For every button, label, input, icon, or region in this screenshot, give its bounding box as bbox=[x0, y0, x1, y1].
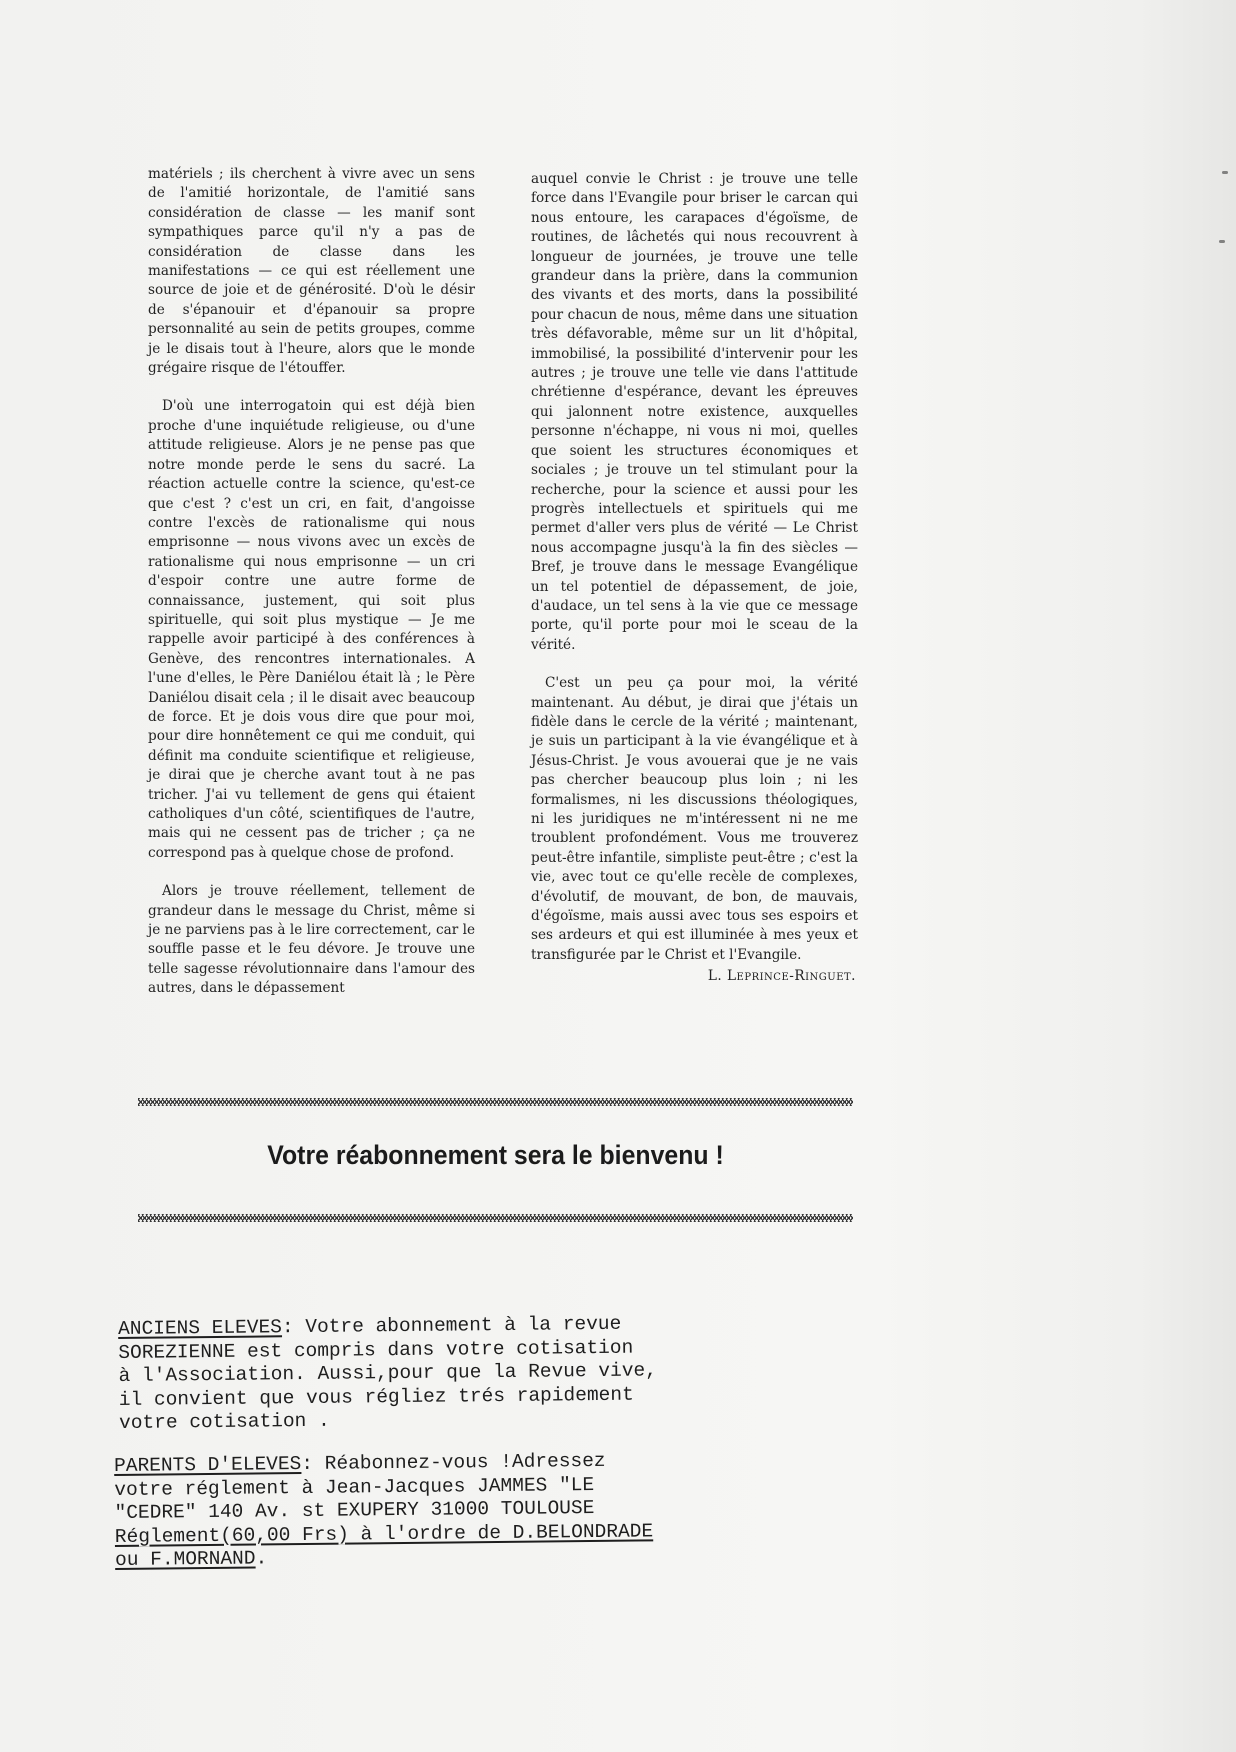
notice-line: votre réglement à Jean-Jacques JAMMES "LE bbox=[114, 1473, 595, 1501]
notice-anciens-eleves bbox=[118, 1312, 657, 1435]
article-right-column bbox=[531, 170, 858, 987]
notice-line: "CEDRE" 140 Av. st EXUPERY 31000 TOULOUSE bbox=[114, 1496, 595, 1524]
scan-speck bbox=[1219, 240, 1225, 243]
notice-line: SOREZIENNE est compris dans votre cotisation bbox=[118, 1336, 634, 1364]
article-left-column bbox=[148, 165, 475, 999]
author-signature: L. Leprince-Ringuet. bbox=[707, 968, 856, 985]
notice-line: : Votre abonnement à la revue bbox=[281, 1312, 622, 1339]
wavy-divider bbox=[138, 1098, 853, 1106]
notice-label: ANCIENS ELEVES bbox=[118, 1316, 283, 1340]
notice-line: votre cotisation . bbox=[118, 1409, 330, 1434]
paragraph: D'où une interrogatoin qui est déjà bien proche d'une inquiétude religieuse, ou d'une attitude religieuse. Alors je ne pense pas que notre monde perde le sens du sacré. La réaction actuelle contre la science, qu'est-ce que c'est ? c'est un cri, en fait, d'angoisse contre l'excès de rationalisme qui nous emprisonne — nous vivons avec un excès de rationalisme qui nous emprisonne — un cri d'espoir contre une autre forme de connaissance, justement, qui soit plus spirituelle, qui soit plus mystique — Je me rappelle avoir participé à des conférences à Genève, des rencontres internationales. A l'une d'elles, le Père Daniélou était là ; le Père Daniélou disait cela ; il le disait avec beaucoup de force. Et je dois vous dire que pour moi, pour dire honnêtement ce qui me conduit, qui définit ma conduite scientifique et religieuse, je dirai que je cherche avant tout à ne pas tricher. J'ai vu tellement de gens qui étaient catholiques d'un côté, scientifiques de l'autre, mais qui ne cessent pas de tricher ; ça ne correspond pas à quelque chose de profond. bbox=[148, 398, 475, 861]
paragraph: auquel convie le Christ : je trouve une telle force dans l'Evangile pour briser le carcan qui nous entoure, les carapaces d'égoïsme, de routines, de lâchetés qui nous recouvrent à longueur de journées, je trouve une telle grandeur dans la prière, dans la communion des vivants et des morts, dans la possibilité pour chacun de nous, même dans une situation très défavorable, même sur un lit d'hôpital, immobilisé, la possibilité d'intervenir pour les autres ; je trouve une telle vie dans l'attitude chrétienne d'espérance, devant les épreuves qui jalonnent notre existence, auxquelles personne n'échappe, ni vous ni moi, quelles que soient les structures économiques et sociales ; je trouve un tel stimulant pour la recherche, pour la science et aussi pour les progrès intellectuels et spirituels qui me permet d'aller vers plus de vérité — Le Christ nous accompagne jusqu'à la fin des siècles — Bref, je trouve dans le message Evangélique un tel potentiel de dépassement, de joie, d'audace, un tel sens à la vie que ce message porte, qu'il porte pour moi le sceau de la vérité. bbox=[531, 171, 858, 653]
notice-line-end: . bbox=[255, 1547, 268, 1570]
resubscription-banner: Votre réabonnement sera le bienvenu ! bbox=[267, 1140, 724, 1170]
paragraph: C'est un peu ça pour moi, la vérité maintenant. Au début, je dirai que j'étais un fidèle dans le cercle de la vérité ; maintenant, je suis un participant à la vie évangélique et à Jésus-Christ. Je vous avouerai que je ne vais pas chercher beaucoup plus loin ; ni les formalismes, ni les discussions théologiques, ni les juridiques ne m'intéressent ni ne me troublent profondément. Vous me trouverez peut-être infantile, simpliste peut-être ; c'est la vie, avec tout ce qu'elle recèle de complexes, d'évolutif, de mouvant, de bon, de mauvais, d'égoïsme, mais aussi avec tous ses espoirs et ses ardeurs et qui est illuminée à mes yeux et transfigurée par le Christ et l'Evangile. bbox=[531, 675, 858, 963]
notice-label: PARENTS D'ELEVES bbox=[114, 1453, 302, 1477]
notice-line: : Réabonnez-vous !Adressez bbox=[301, 1449, 606, 1476]
paragraph: matériels ; ils cherchent à vivre avec un sens de l'amitié horizontale, de l'amitié sans considération de classe — les manif sont sympathiques parce qu'il n'y a pas de considération de classe dans les manifestations — ce qui est réellement une source de joie et de générosité. D'où le désir de s'épanouir et d'épanouir sa propre personnalité au sein de petits groupes, comme je le disais tout à l'heure, alors que le monde grégaire risque de l'étouffer. bbox=[148, 166, 475, 377]
wavy-divider bbox=[138, 1214, 853, 1222]
notice-parents-eleves bbox=[114, 1449, 653, 1572]
notice-line: il convient que vous régliez trés rapidement bbox=[118, 1383, 634, 1411]
payment-instructions: Réglement(60,00 Frs) à l'ordre de D.BELONDRADE bbox=[114, 1519, 654, 1548]
payment-instructions-cont: ou F.MORNAND bbox=[114, 1547, 256, 1571]
notice-line: à l'Association. Aussi,pour que la Revue vive, bbox=[118, 1359, 657, 1387]
paragraph: Alors je trouve réellement, tellement de grandeur dans le message du Christ, même si je ne parviens pas à le lire correctement, car le souffle passe et le feu dévore. Je trouve une telle sagesse révolutionnaire dans l'amour des autres, dans le dépassement bbox=[148, 883, 475, 997]
scan-speck bbox=[1222, 171, 1228, 174]
